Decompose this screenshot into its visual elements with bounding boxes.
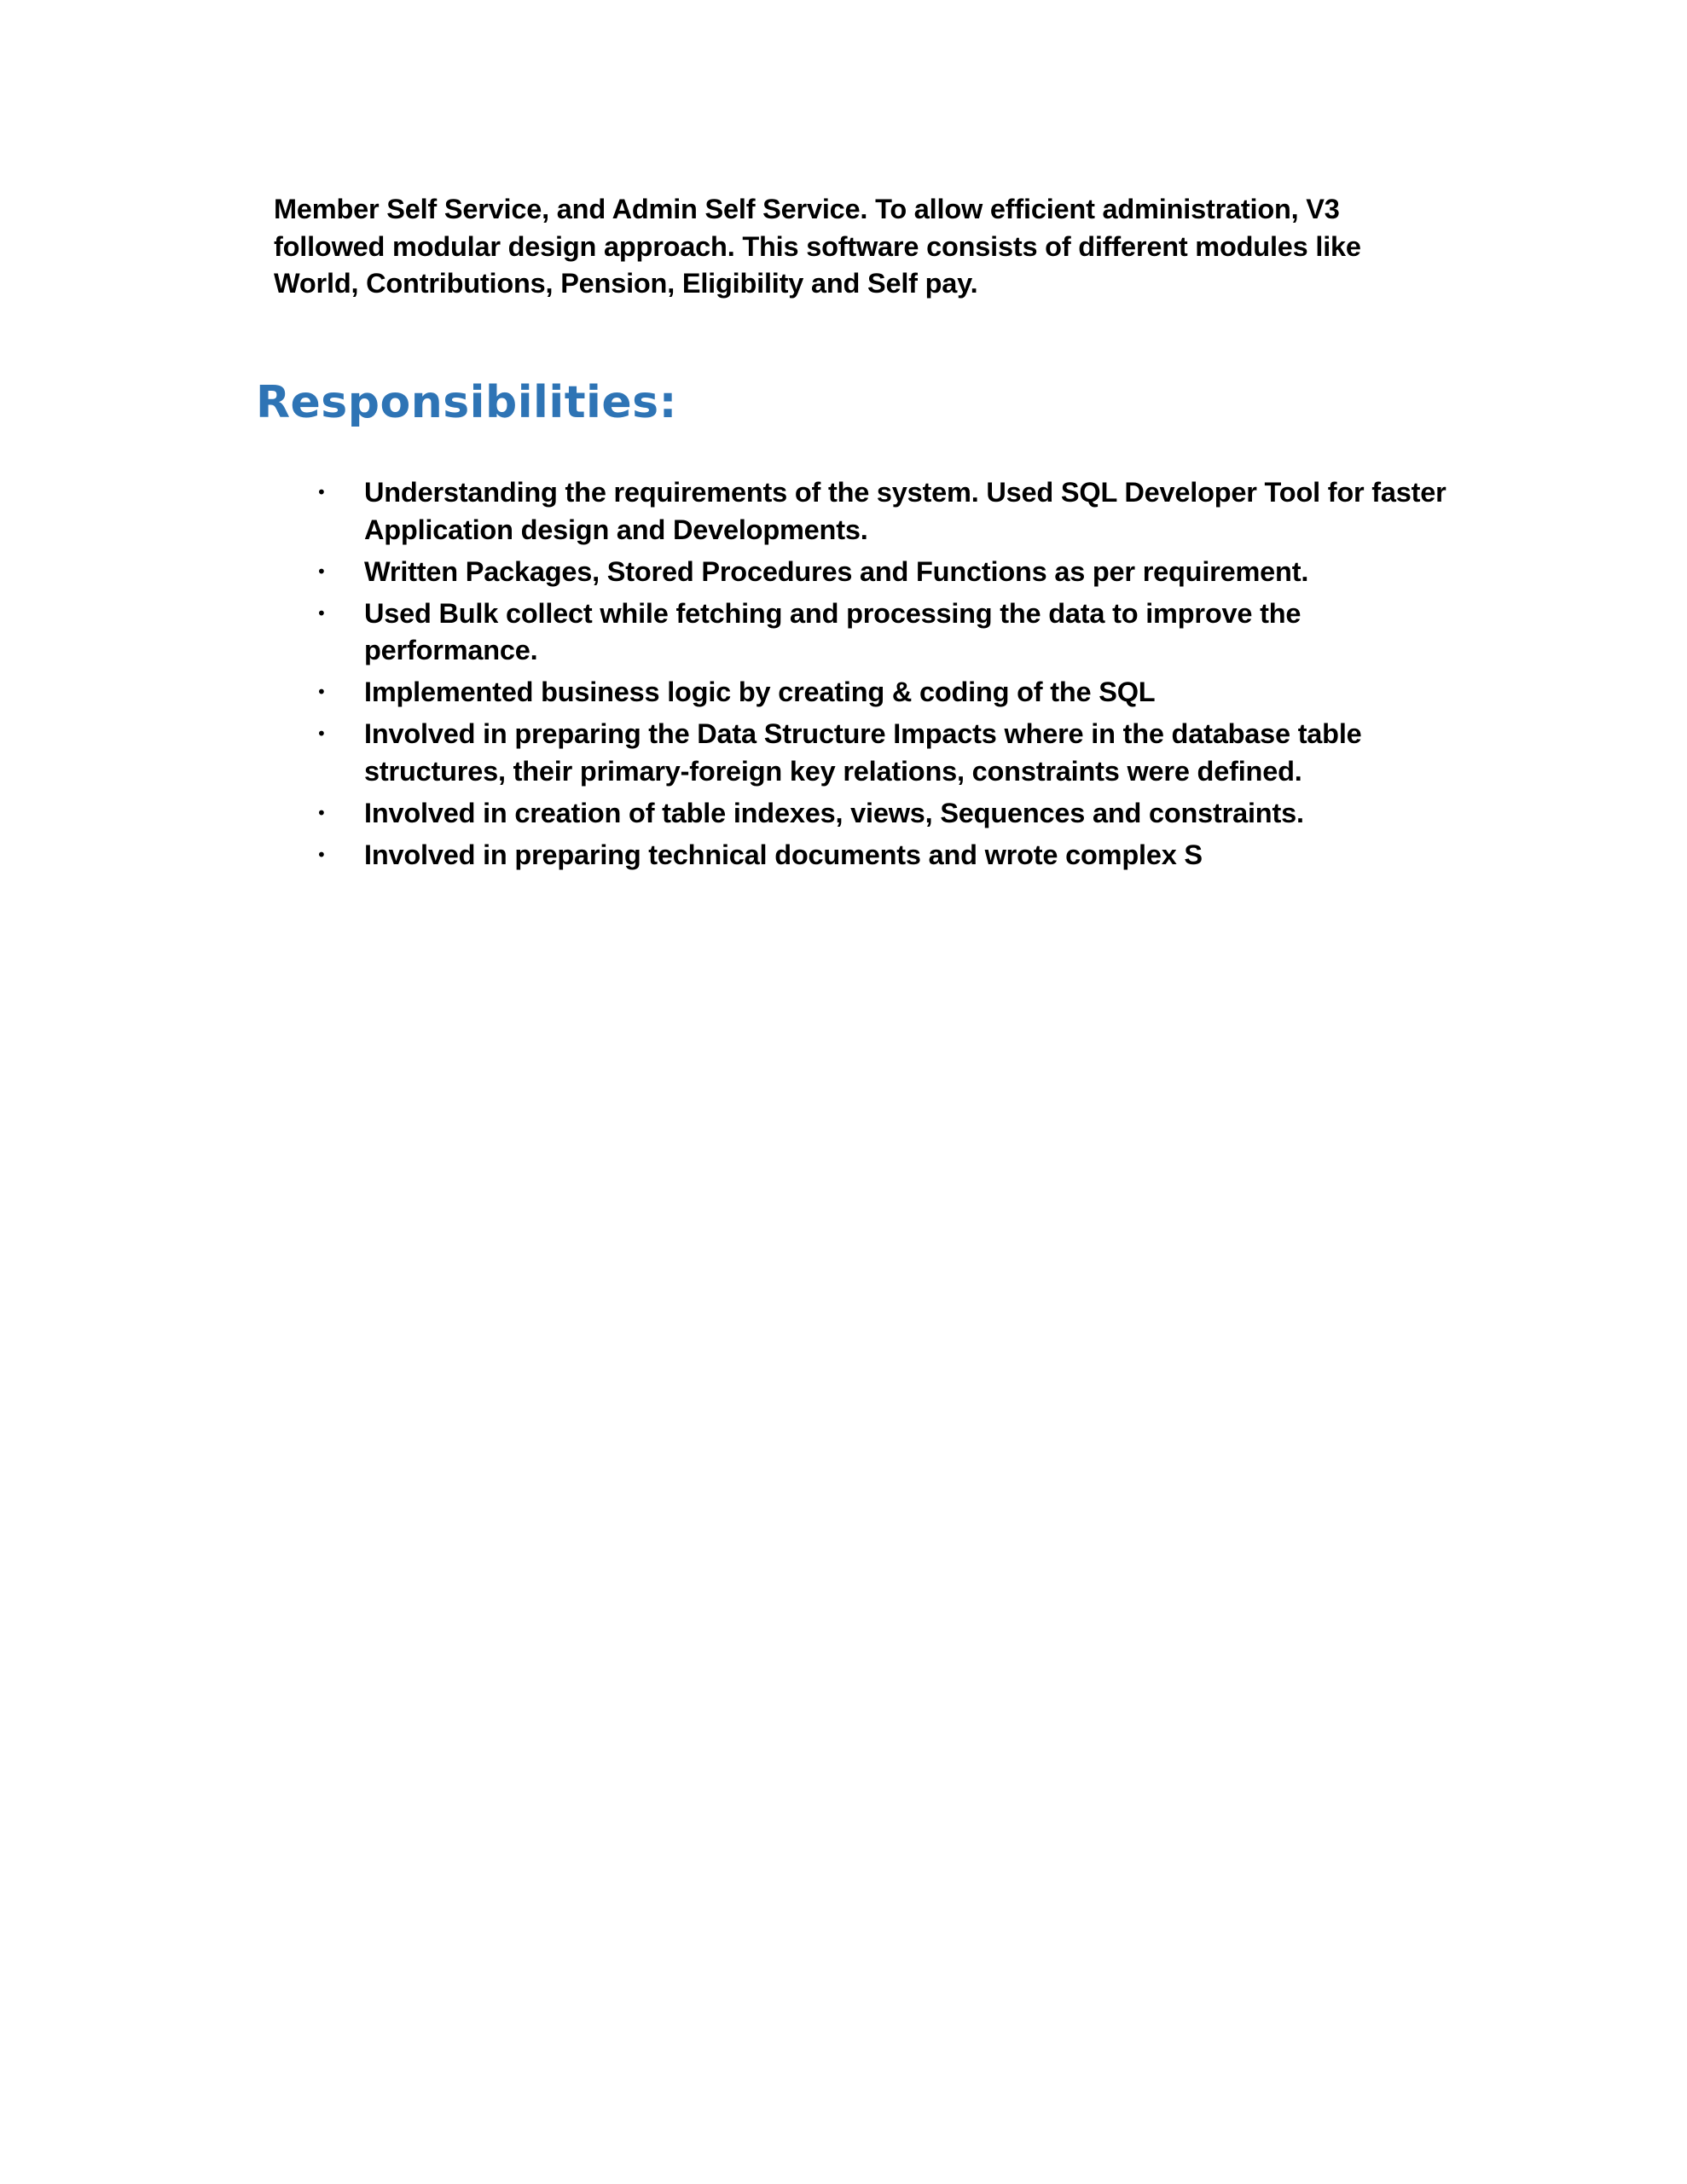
list-item-line: Written Packages, Stored Procedures and Functions as per requirement.	[364, 555, 1309, 587]
list-item-line: Implemented business logic by creating & coding of the SQL	[364, 677, 1156, 707]
responsibilities-heading: Responsibilities:	[256, 377, 677, 428]
intro-paragraph	[274, 191, 1434, 303]
bullet-icon: •	[316, 561, 327, 582]
list-item-line: Used Bulk collect while fetching and processing the data to improve the	[364, 597, 1301, 629]
list-item-line: Application design and Developments.	[364, 514, 868, 545]
list-item-line: performance.	[364, 635, 538, 665]
responsibilities-list	[309, 474, 1503, 879]
list-item-line: Involved in preparing the Data Structure Impacts where in the database table	[364, 718, 1362, 749]
list-item	[309, 716, 1503, 790]
intro-line: World, Contributions, Pension, Eligibility and Self pay.	[274, 268, 978, 299]
list-item	[309, 595, 1503, 670]
list-item-line: Involved in creation of table indexes, views, Sequences and constraints.	[364, 797, 1304, 828]
list-item	[309, 474, 1503, 549]
list-item-line: Understanding the requirements of the system. Used SQL Developer Tool for faster	[364, 477, 1446, 508]
intro-line: Member Self Service, and Admin Self Service. To allow efficient administration, V3	[274, 194, 1340, 224]
bullet-icon: •	[316, 844, 327, 865]
bullet-icon: •	[316, 802, 327, 823]
list-item-line: structures, their primary-foreign key relations, constraints were defined.	[364, 755, 1302, 787]
list-item	[309, 837, 1503, 874]
intro-line: followed modular design approach. This software consists of different modules like	[274, 230, 1361, 262]
bullet-icon: •	[316, 602, 327, 624]
bullet-icon: •	[316, 723, 327, 744]
bullet-icon: •	[316, 482, 327, 502]
bullet-icon: •	[316, 682, 327, 702]
list-item-line: Involved in preparing technical documents and wrote complex S	[364, 839, 1203, 870]
list-item	[309, 674, 1503, 712]
list-item	[309, 554, 1503, 591]
list-item	[309, 795, 1503, 833]
